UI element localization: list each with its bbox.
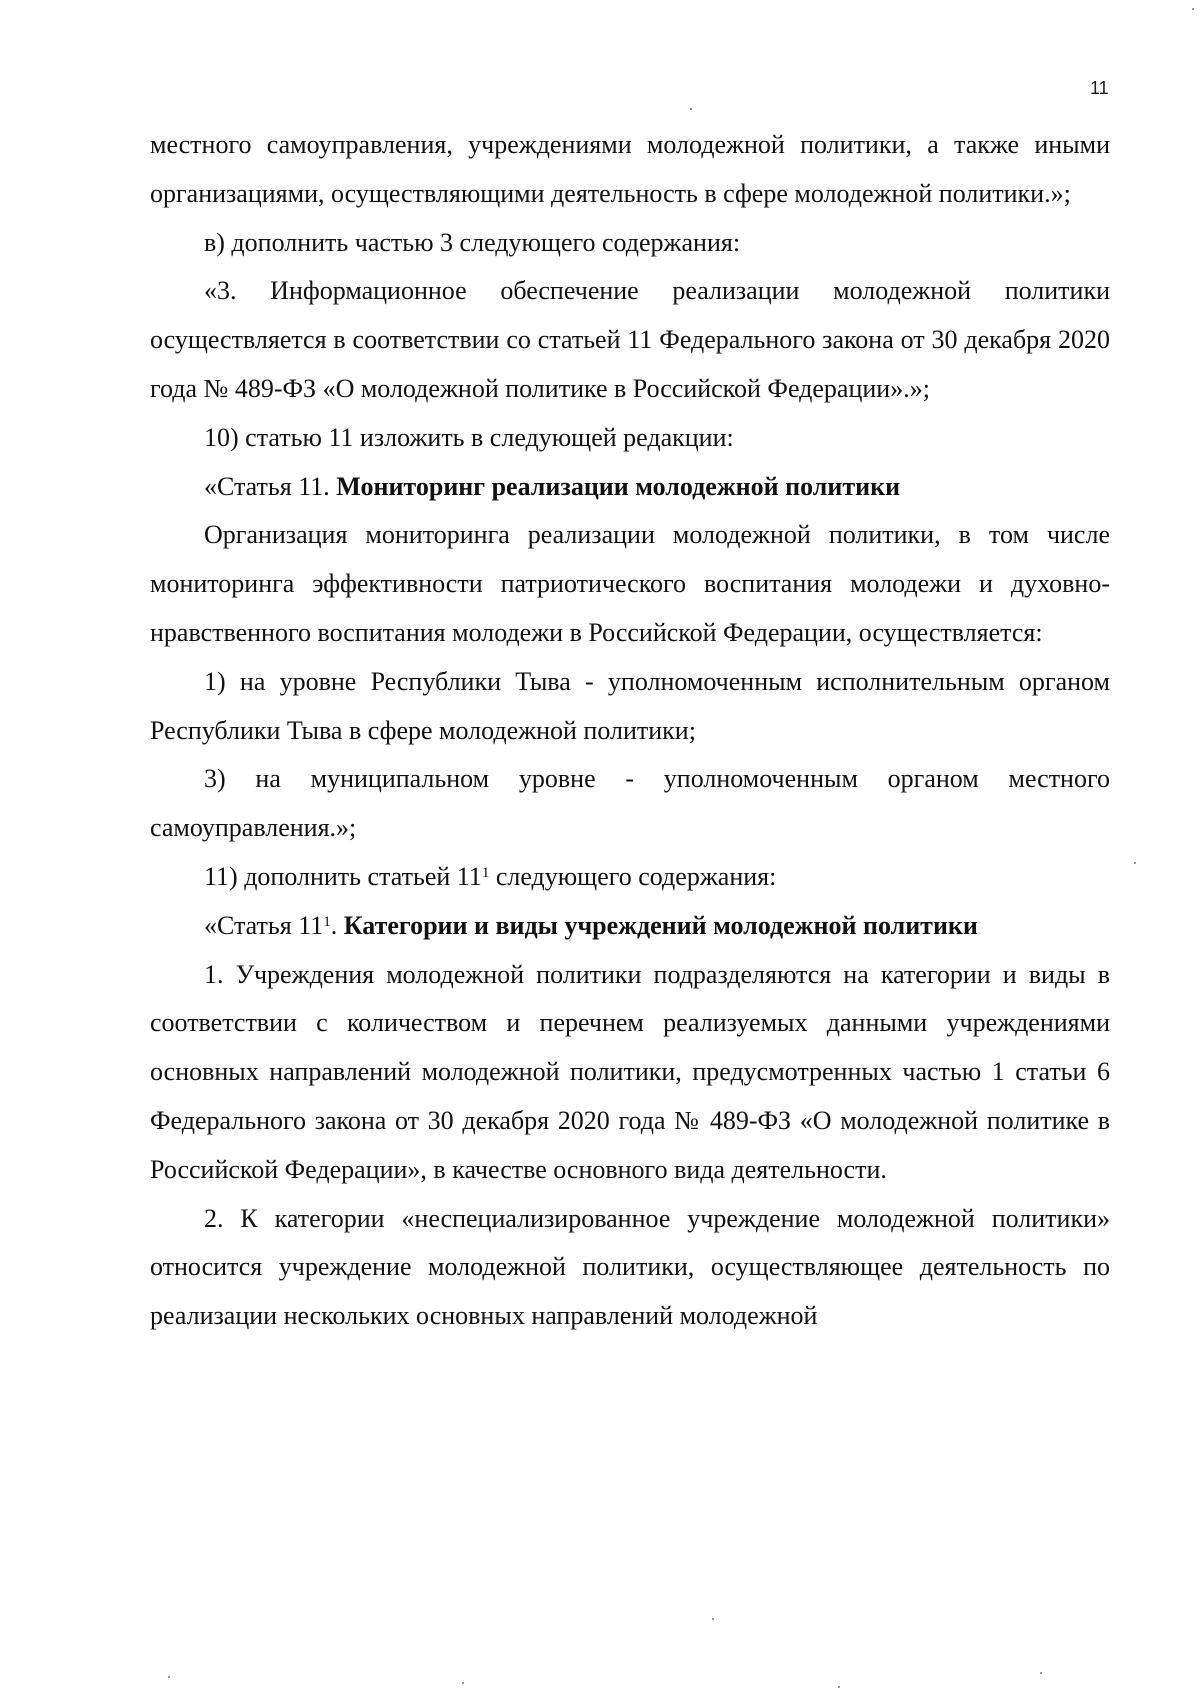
scan-speck <box>1040 1672 1042 1674</box>
item-11-text-before: 11) дополнить статьей 11 <box>204 861 482 891</box>
scan-speck <box>712 1618 714 1620</box>
paragraph-level-3: 3) на муниципальном уровне - уполномоченным органом местного самоуправления.»; <box>150 764 1110 843</box>
paragraph-level-1: 1) на уровне Республики Тыва - уполномоченным исполнительным органом Республики Тыва в сфере молодежной политики; <box>150 666 1110 745</box>
article-11-1-superscript: 1 <box>323 913 331 930</box>
scan-speck <box>1134 862 1136 864</box>
item-11-text-after: следующего содержания: <box>489 861 777 891</box>
page-number: 11 <box>1090 78 1109 98</box>
article-11-1-heading <box>150 902 1110 951</box>
scan-speck <box>838 1686 840 1688</box>
paragraph-categories-1: 1. Учреждения молодежной политики подразделяются на категории и виды в соответствии с количеством и перечнем реализуемых данными учреждениями основных направлений молодежной политики, предусмотренных частью 1 статьи 6 Федерального закона от 30 декабря 2020 года № 489-ФЗ «О молодежной политике в Российской Федерации», в качестве основного вида деятельности. <box>150 959 1110 1184</box>
paragraph-monitoring: Организация мониторинга реализации молодежной политики, в том числе мониторинга эффективности патриотического воспитания молодежи и духовно-нравственного воспитания молодежи в Российской Федерации, осуществляется: <box>150 520 1110 647</box>
article-11-title: Мониторинг реализации молодежной политики <box>336 471 901 501</box>
paragraph-categories-2: 2. К категории «неспециализированное учреждение молодежной политики» относится учреждение молодежной политики, осуществляющее деятельность по реализации нескольких основных направлений молодежной <box>150 1203 1110 1331</box>
scan-speck <box>1192 8 1194 10</box>
paragraph-part-3: «3. Информационное обеспечение реализации молодежной политики осуществляется в соответствии со статьей 11 Федерального закона от 30 декабря 2020 года № 489-ФЗ «О молодежной политике в Российской Федерации».»; <box>150 276 1110 403</box>
article-11-prefix: «Статья 11. <box>204 471 337 501</box>
document-body <box>150 121 1110 1341</box>
paragraph-item-10: 10) статью 11 изложить в следующей редакции: <box>204 422 734 452</box>
article-11-1-title: Категории и виды учреждений молодежной политики <box>343 910 978 940</box>
paragraph-continuation: местного самоуправления, учреждениями молодежной политики, а также иными организациями, осуществляющими деятельность в сфере молодежной политики.»; <box>150 130 1110 208</box>
article-11-1-dot: . <box>330 910 344 940</box>
article-11-heading <box>150 463 1110 512</box>
scan-speck <box>462 1682 464 1684</box>
item-11-superscript: 1 <box>481 864 490 881</box>
scan-speck <box>168 1676 170 1678</box>
article-11-1-prefix: «Статья 11 <box>204 910 324 940</box>
scan-speck <box>690 108 692 110</box>
paragraph-amendment-v: в) дополнить частью 3 следующего содержания: <box>204 227 741 257</box>
paragraph-item-11 <box>150 853 1110 902</box>
